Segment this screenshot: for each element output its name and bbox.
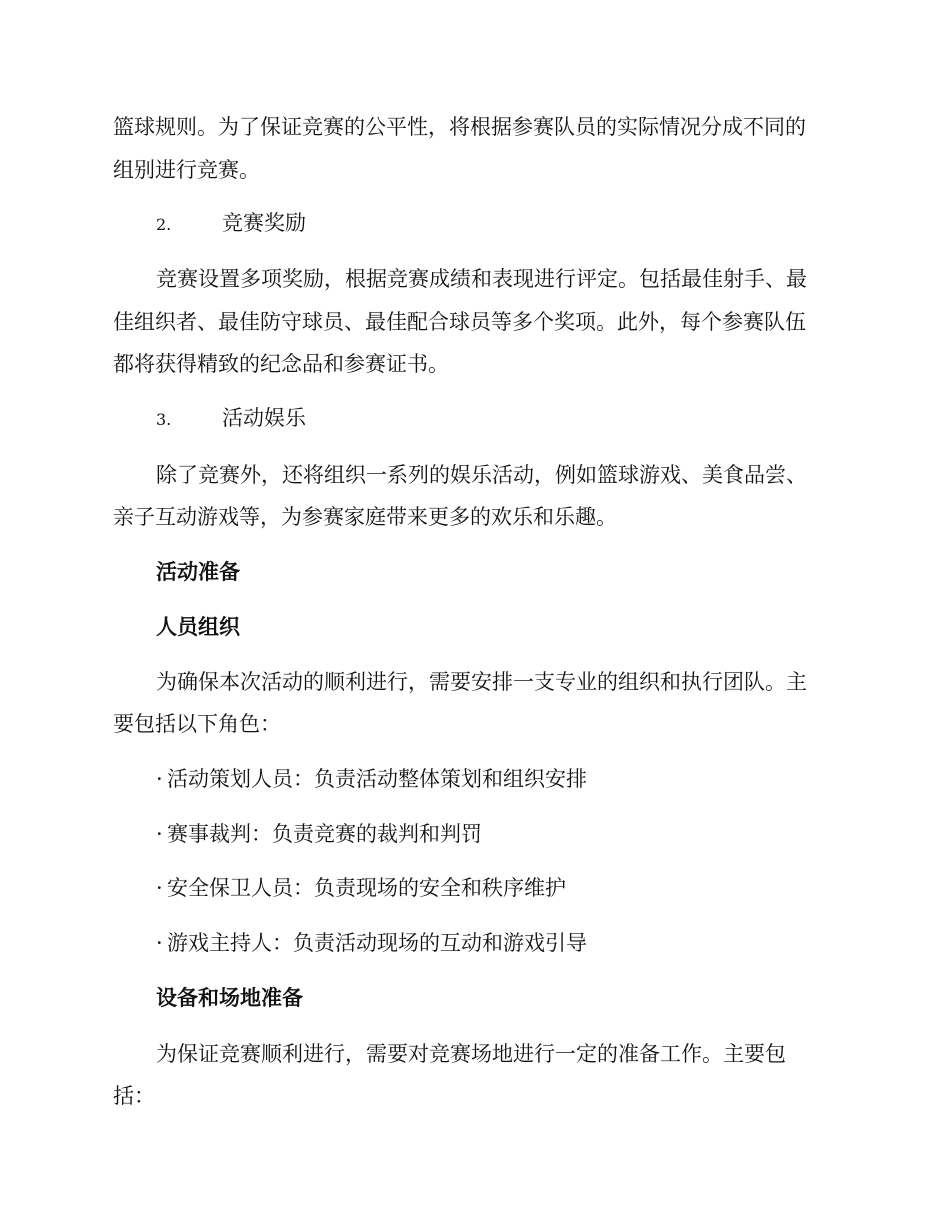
bullet-item [156, 765, 896, 793]
paragraph-entertainment-line-2: 亲子互动游戏等，为参赛家庭带来更多的欢乐和乐趣。 [113, 505, 617, 529]
list-title: 竞赛奖励 [222, 211, 306, 235]
bullet-item [156, 820, 896, 848]
heading-staff-organization: 人员组织 [156, 614, 240, 639]
paragraph-awards-line-2: 佳组织者、最佳防守球员、最佳配合球员等多个奖项。此外，每个参赛队伍 [113, 310, 806, 334]
paragraph-staff-line-1: 为确保本次活动的顺利进行，需要安排一支专业的组织和执行团队。主 [156, 670, 807, 694]
list-number: 2. [156, 215, 172, 234]
list-number: 3. [156, 410, 172, 429]
list-title: 活动娱乐 [222, 406, 306, 430]
bullet-text: 游戏主持人：负责活动现场的互动和游戏引导 [167, 931, 587, 955]
paragraph-awards-line-1: 竞赛设置多项奖励，根据竞赛成绩和表现进行评定。包括最佳射手、最 [156, 267, 807, 291]
heading-activity-prep: 活动准备 [156, 559, 240, 584]
heading-equipment-venue: 设备和场地准备 [156, 985, 303, 1010]
bullet-item [156, 929, 896, 957]
paragraph-venue-line-1: 为保证竞赛顺利进行，需要对竞赛场地进行一定的准备工作。主要包 [156, 1042, 786, 1066]
bullet-item [156, 874, 896, 902]
bullet-text: 安全保卫人员：负责现场的安全和秩序维护 [167, 876, 566, 900]
paragraph-rules-line-2: 组别进行竞赛。 [113, 158, 260, 182]
bullet-dot-icon: · [156, 822, 163, 846]
paragraph-staff-line-2: 要包括以下角色： [113, 712, 281, 736]
bullet-text: 赛事裁判：负责竞赛的裁判和判罚 [167, 822, 482, 846]
bullet-dot-icon: · [156, 876, 163, 900]
bullet-dot-icon: · [156, 767, 163, 791]
bullet-dot-icon: · [156, 931, 163, 955]
paragraph-venue-line-2: 括： [113, 1084, 155, 1108]
paragraph-entertainment-line-1: 除了竞赛外，还将组织一系列的娱乐活动，例如篮球游戏、美食品尝、 [156, 463, 807, 487]
paragraph-awards-line-3: 都将获得精致的纪念品和参赛证书。 [113, 352, 449, 376]
bullet-text: 活动策划人员：负责活动整体策划和组织安排 [167, 767, 587, 791]
paragraph-rules-line-1: 篮球规则。为了保证竞赛的公平性，将根据参赛队员的实际情况分成不同的 [113, 115, 806, 139]
